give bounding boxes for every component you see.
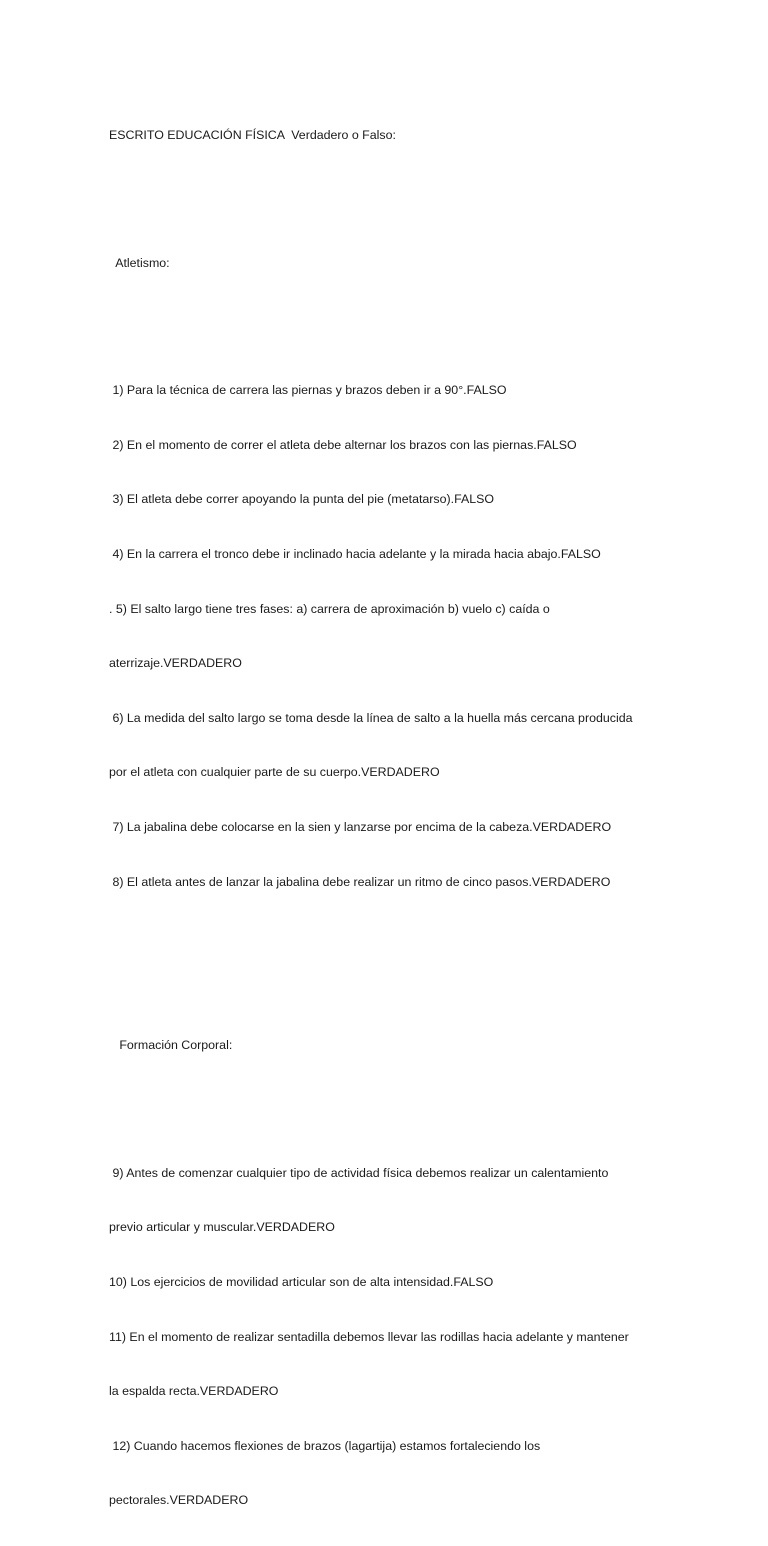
- document-body: [109, 90, 709, 1546]
- statement-line: 6) La medida del salto largo se toma desde la línea de salto a la huella más cercana producida: [109, 710, 633, 725]
- statement-line: aterrizaje.VERDADERO: [109, 656, 242, 671]
- statement-line: 3) El atleta debe correr apoyando la punta del pie (metatarso).FALSO: [109, 492, 495, 507]
- statement-line: previo articular y muscular.VERDADERO: [109, 1220, 335, 1235]
- statement-line: 11) En el momento de realizar sentadilla debemos llevar las rodillas hacia adelante y mantener: [109, 1329, 629, 1344]
- spacer: [109, 181, 709, 199]
- statement-line: 4) En la carrera el tronco debe ir inclinado hacia adelante y la mirada hacia abajo.FALSO: [109, 546, 601, 561]
- statement-line: 12) Cuando hacemos flexiones de brazos (lagartija) estamos fortaleciendo los: [109, 1438, 541, 1453]
- statement-line: 7) La jabalina debe colocarse en la sien y lanzarse por encima de la cabeza.VERDADERO: [109, 819, 612, 834]
- spacer: [109, 945, 709, 981]
- statement-line: por el atleta con cualquier parte de su cuerpo.VERDADERO: [109, 765, 440, 780]
- statement-line: 2) En el momento de correr el atleta debe alternar los brazos con las piernas.FALSO: [109, 437, 577, 452]
- statement-line: . 5) El salto largo tiene tres fases: a) carrera de aproximación b) vuelo c) caída o: [109, 601, 550, 616]
- statement-line: 1) Para la técnica de carrera las piernas y brazos deben ir a 90°.FALSO: [109, 383, 507, 398]
- section-heading-formacion-corporal: Formación Corporal:: [109, 1038, 233, 1053]
- statement-line: pectorales.VERDADERO: [109, 1493, 249, 1508]
- spacer: [109, 1091, 709, 1109]
- statement-line: la espalda recta.VERDADERO: [109, 1384, 279, 1399]
- section-heading-atletismo: Atletismo:: [109, 255, 170, 270]
- statement-line: 8) El atleta antes de lanzar la jabalina debe realizar un ritmo de cinco pasos.VERDADERO: [109, 874, 611, 889]
- statement-line: 9) Antes de comenzar cualquier tipo de actividad física debemos realizar un calentamiento: [109, 1165, 609, 1180]
- statement-line: 10) Los ejercicios de movilidad articular son de alta intensidad.FALSO: [109, 1274, 494, 1289]
- document-title: ESCRITO EDUCACIÓN FÍSICA Verdadero o Falso:: [109, 128, 396, 143]
- spacer: [109, 308, 709, 326]
